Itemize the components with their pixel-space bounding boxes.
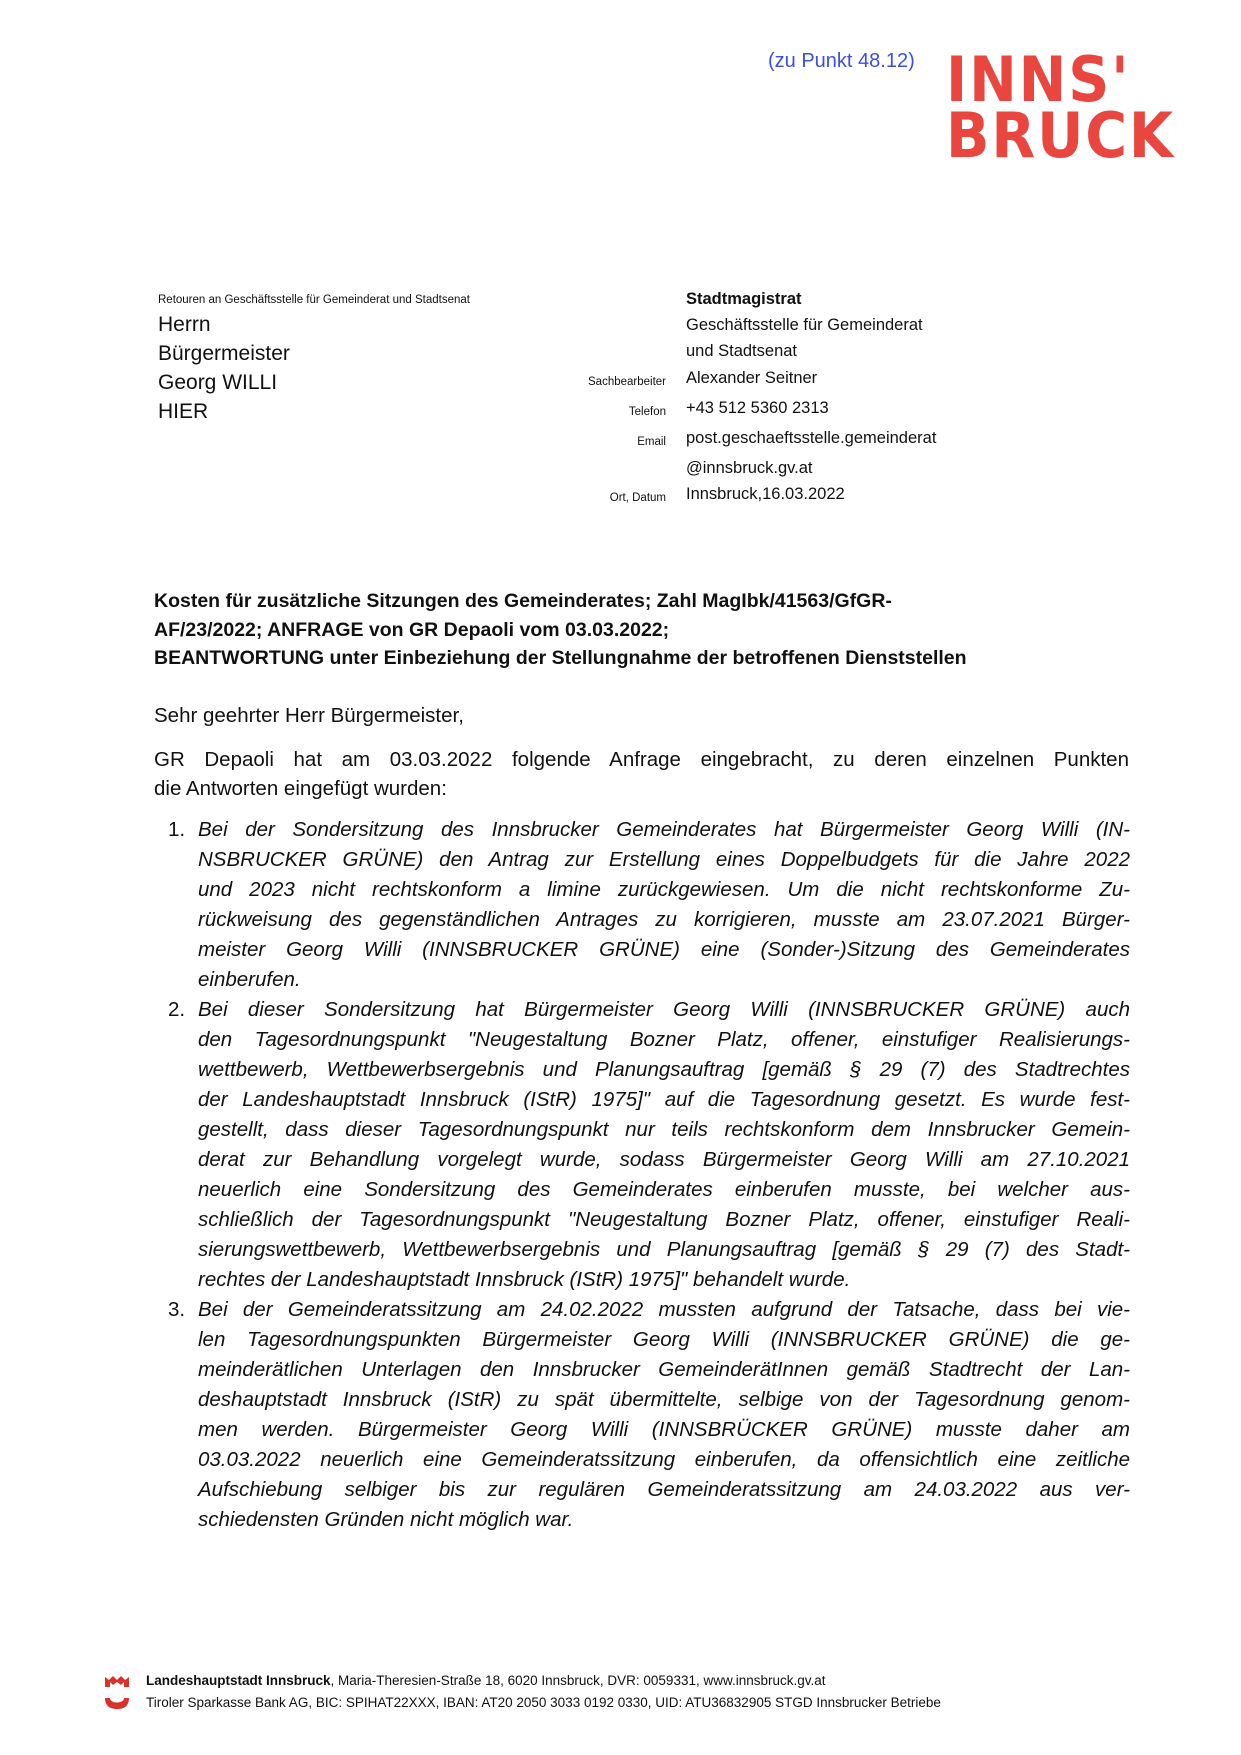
address-line: HIER [158,400,209,423]
text-line: wettbewerb, Wettbewerbsergebnis und Planungsauftrag [gemäß § 29 (7) des Stadtrechtes [198,1058,1130,1081]
item-text [198,995,1130,1295]
text-line: gestellt, dass dieser Tagesordnungspunkt nur teils rechtskonform dem Innsbrucker Gemein- [198,1118,1130,1141]
footer-address: , Maria-Theresien-Straße 18, 6020 Innsbruck, DVR: 0059331, www.innsbruck.gv.at [330,1673,826,1688]
field-label: Telefon [628,405,666,418]
text-line: len Tagesordnungspunkten Bürgermeister Georg Willi (INNSBRUCKER GRÜNE) die ge- [198,1328,1130,1351]
agenda-reference: (zu Punkt 48.12) [768,50,915,72]
text-line: einberufen. [198,968,301,991]
field-label [560,455,686,481]
text-line: den Tagesordnungspunkt "Neugestaltung Bozner Platz, offener, einstufiger Realisierungs- [198,1028,1130,1051]
sender-dept: Geschäftsstelle für Gemeinderat [686,316,923,335]
subject-heading [154,587,1114,673]
field-label: Ort, Datum [609,492,666,505]
text-line: rückweisung des gegenständlichen Antrages zu korrigieren, musste am 23.07.2021 Bürger- [198,908,1130,931]
text-line: rechtes der Landeshauptstadt Innsbruck (IStR) 1975]" behandelt wurde. [198,1268,851,1291]
bridge-crest-icon [104,1696,130,1710]
greeting: Sehr geehrter Herr Bürgermeister, [154,704,464,727]
text-line: meinderätlichen Unterlagen den Innsbrucker GemeinderätInnen gemäß Stadtrecht der Lan- [198,1358,1130,1381]
item-text [198,815,1130,995]
logo-line: BRUCK [946,99,1175,172]
text-line: Bei der Sondersitzung des Innsbrucker Gemeinderates hat Bürgermeister Georg Willi (IN- [198,818,1130,841]
text-line: Bei der Gemeinderatssitzung am 24.02.2022 mussten aufgrund der Tatsache, dass bei vie- [198,1298,1130,1321]
text-line: Aufschiebung selbiger bis zur regulären Gemeinderatssitzung am 24.03.2022 aus ver- [198,1478,1130,1501]
text-line: NSBRUCKER GRÜNE) den Antrag zur Erstellung eines Doppelbudgets für die Jahre 2022 [198,848,1130,871]
intro-paragraph [154,745,1129,803]
footer-bank: Tiroler Sparkasse Bank AG, BIC: SPIHAT22XXX, IBAN: AT20 2050 3033 0192 0330, UID: ATU36832905 STGD Innsbrucker Betriebe [146,1695,941,1710]
innsbruck-logo [946,43,1175,172]
sender-dept: und Stadtsenat [686,342,798,361]
text-line: Bei dieser Sondersitzung hat Bürgermeister Georg Willi (INNSBRUCKER GRÜNE) auch [198,998,1130,1021]
text-line: sierungswettbewerb, Wettbewerbsergebnis und Planungsauftrag [gemäß § 29 (7) des Stadt- [198,1238,1130,1261]
logo-line: INNS' [946,43,1131,116]
list-item [168,1295,1130,1535]
address-line: Herrn [158,313,211,336]
sender-org: Stadtmagistrat [686,290,802,308]
subject-line: Kosten für zusätzliche Sitzungen des Gemeinderates; Zahl MagIbk/41563/GfGR- [154,590,892,612]
subject-line: AF/23/2022; ANFRAGE von GR Depaoli vom 03.03.2022; [154,618,670,641]
place-date: Innsbruck,16.03.2022 [686,485,845,504]
list-item [168,815,1130,995]
text-line: und 2023 nicht rechtskonform a limine zurückgewiesen. Um die nicht rechtskonforme Zu- [198,878,1130,901]
address-line: Georg WILLI [158,371,278,394]
text-line: neuerlich eine Sondersitzung des Gemeinderates einberufen musste, bei welcher aus- [198,1178,1130,1201]
email-address: post.geschaeftsstelle.gemeinderat [686,429,937,448]
text-line: der Landeshauptstadt Innsbruck (IStR) 1975]" auf die Tagesordnung gesetzt. Es wurde fest- [198,1088,1130,1111]
field-label: Sachbearbeiter [588,375,666,388]
text-line: men werden. Bürgermeister Georg Willi (INNSBRÜCKER GRÜNE) musste daher am [198,1418,1130,1441]
phone-number: +43 512 5360 2313 [686,398,829,417]
address-line: Bürgermeister [158,342,290,365]
list-item [168,995,1130,1295]
text-line: schiedensten Gründen nicht möglich war. [198,1508,574,1531]
field-label: Email [637,436,666,449]
sender-block [560,286,936,512]
item-text [198,1295,1130,1535]
clerk-name: Alexander Seitner [686,368,818,387]
footer-org: Landeshauptstadt Innsbruck [146,1673,331,1688]
item-number: 2. [168,998,186,1021]
subject-line: BEANTWORTUNG unter Einbeziehung der Stellungnahme der betroffenen Dienststellen [154,647,967,669]
recipient-address [158,310,290,426]
text-line: GR Depaoli hat am 03.03.2022 folgende Anfrage eingebracht, zu deren einzelnen Punkten [154,748,1129,771]
text-line: 03.03.2022 neuerlich eine Gemeinderatssitzung einberufen, da offensichtlich eine zeitliche [198,1448,1130,1471]
text-line: die Antworten eingefügt wurden: [154,777,447,800]
text-line: schließlich der Tagesordnungspunkt "Neugestaltung Bozner Platz, offener, einstufiger Reali- [198,1208,1130,1231]
text-line: meister Georg Willi (INNSBRUCKER GRÜNE) eine (Sonder-)Sitzung des Gemeinderates [198,938,1130,961]
question-list [168,815,1130,1535]
text-line: derat zur Behandlung vorgelegt wurde, sodass Bürgermeister Georg Willi am 27.10.2021 [198,1148,1130,1171]
footer [104,1670,941,1714]
item-number: 3. [168,1298,186,1321]
city-crest-icon [104,1674,130,1688]
text-line: deshauptstadt Innsbruck (IStR) zu spät übermittelte, selbige von der Tagesordnung genom- [198,1388,1130,1411]
item-number: 1. [168,818,186,841]
email-domain: @innsbruck.gv.at [686,459,813,478]
return-address: Retouren an Geschäftsstelle für Gemeinderat und Stadtsenat [158,294,470,306]
